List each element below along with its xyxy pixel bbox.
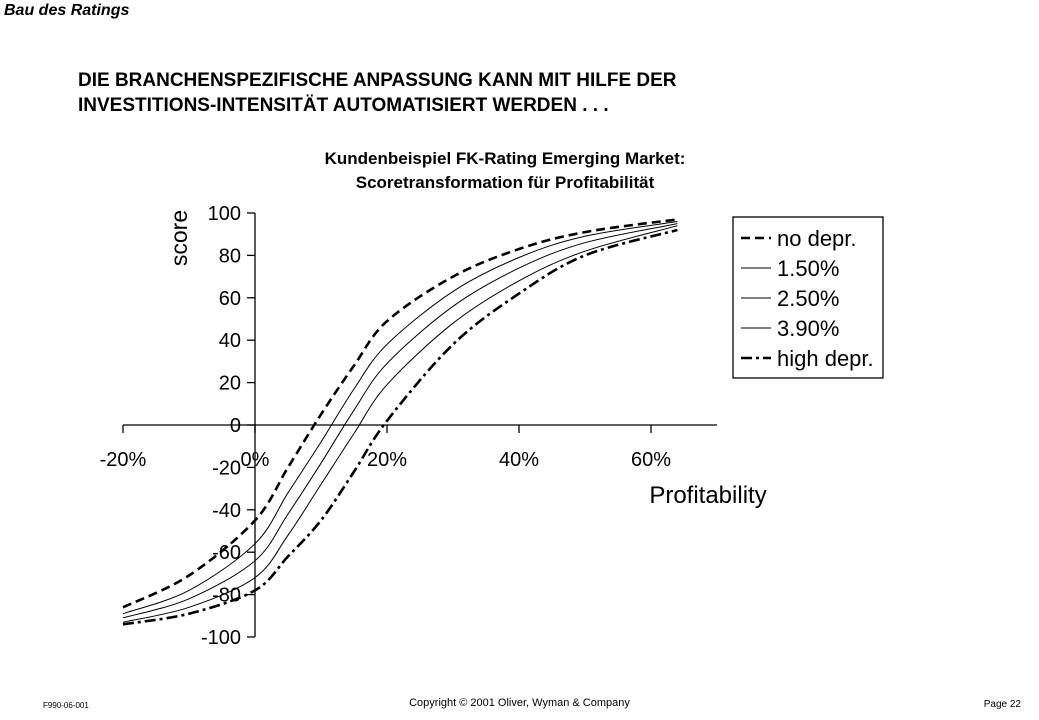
y-tick-label: -40 [212,499,241,522]
x-tick-label: 0% [240,449,270,471]
x-tick-label: -20% [99,449,147,471]
chart-title-line-2: Scoretransformation für Profitabilität [355,173,655,192]
x-tick-label: 20% [366,449,408,471]
y-tick-label: -60 [212,542,241,565]
y-tick-label: 60 [218,287,241,310]
y-tick-label: -80 [212,584,241,607]
y-tick-label: -100 [200,627,241,649]
y-axis-title: score [166,209,192,267]
y-tick-label: -20 [212,457,241,480]
headline-line-2: INVESTITIONS-INTENSITÄT AUTOMATISIERT WERDEN . . . [78,95,609,116]
chart-axes [100,203,767,649]
series-line-5 [123,230,677,624]
legend-label: 2.50% [777,286,840,311]
chart-series [123,219,677,624]
series-line-1 [123,219,677,607]
y-tick-label: 100 [207,203,241,225]
legend-label: 1.50% [777,256,840,281]
y-tick-label: 0 [229,415,241,437]
headline-line-1: DIE BRANCHENSPEZIFISCHE ANPASSUNG KANN MIT HILFE DER [78,70,677,91]
footer-copyright: Copyright © 2001 Oliver, Wyman & Company [409,697,630,709]
series-line-3 [123,224,677,618]
footer-page-number: Page 22 [983,699,1021,710]
legend-label: 3.90% [777,316,840,341]
series-line-4 [123,226,677,623]
chart-legend [733,217,883,378]
series-line-2 [123,222,677,614]
y-tick-label: 80 [218,245,241,268]
y-tick-label: 40 [218,330,241,353]
legend-label: high depr. [777,346,874,371]
y-tick-label: 20 [218,372,241,395]
x-tick-label: 40% [498,449,540,471]
chart-title-line-1: Kundenbeispiel FK-Rating Emerging Market: [324,149,686,168]
section-label: Bau des Ratings [4,2,130,19]
legend-label: no depr. [777,226,857,251]
footer-code: F990-06-001 [43,701,89,710]
x-tick-label: 60% [630,449,672,471]
x-axis-title: Profitability [649,482,767,509]
